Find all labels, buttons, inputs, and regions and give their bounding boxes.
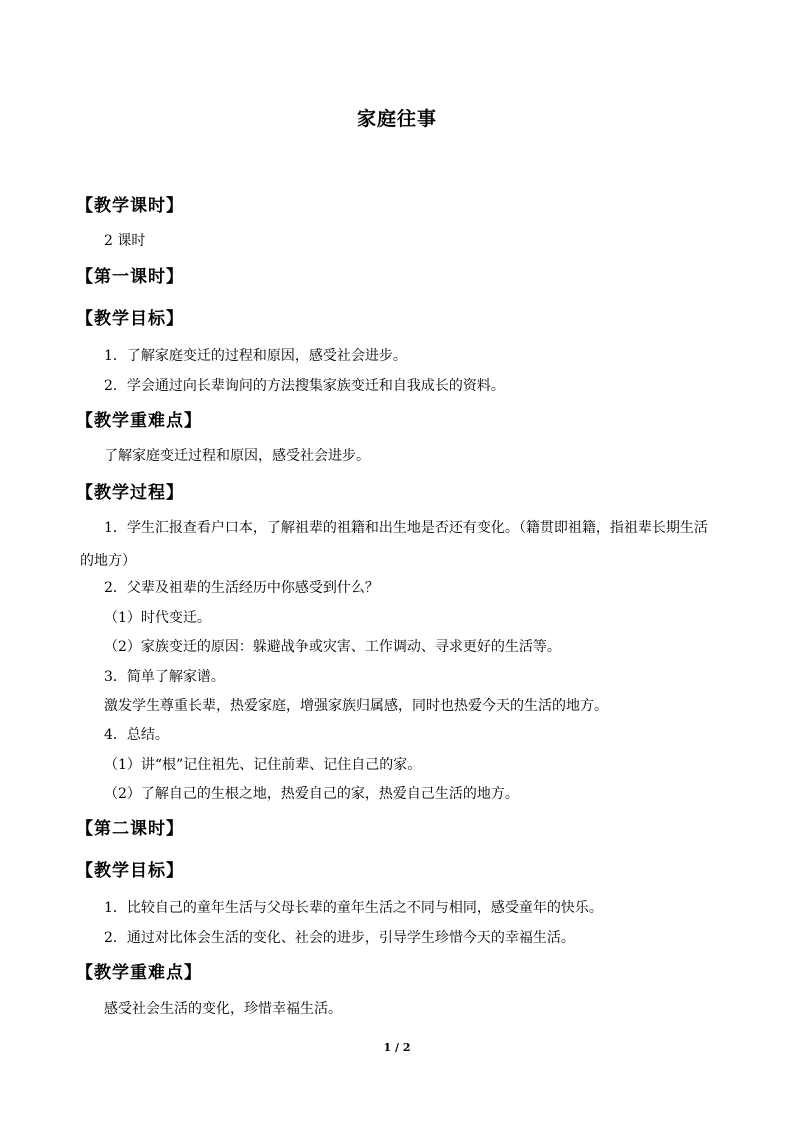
lesson1-process-item: 4．总结。 [104, 727, 169, 743]
lesson2-key-points-text: 感受社会生活的变化，珍惜幸福生活。 [104, 1001, 342, 1017]
lesson1-process-item: 1．学生汇报查看户口本，了解祖辈的祖籍和出生地是否还有变化。（籍贯即祖籍，指祖辈长期生活的地方） [80, 520, 708, 569]
lesson2-goal-item: 1．比较自己的童年生活与父母长辈的童年生活之不同与相同，感受童年的快乐。 [104, 900, 603, 916]
lesson1-goal-item: 2．学会通过向长辈询问的方法搜集家族变迁和自我成长的资料。 [104, 378, 505, 394]
heading-lesson1-goals: 【教学目标】 [76, 309, 184, 329]
lesson1-process-subitem: （1）时代变迁。 [104, 610, 211, 626]
heading-lesson-2: 【第二课时】 [76, 819, 184, 839]
lesson1-process-item: 2．父辈及祖辈的生活经历中你感受到什么？ [104, 580, 379, 596]
heading-lesson1-process: 【教学过程】 [76, 483, 184, 503]
lesson1-key-points-text: 了解家庭变迁过程和原因，感受社会进步。 [104, 448, 370, 464]
lesson1-process-subitem: （2）家族变迁的原因：躲避战争或灾害、工作调动、寻求更好的生活等。 [104, 639, 561, 655]
teaching-hours-value: 2 课时 [104, 233, 146, 249]
heading-lesson-1: 【第一课时】 [76, 267, 184, 287]
lesson1-process-subitem: （1）讲“根”记住祖先、记住前辈、记住自己的家。 [104, 757, 422, 773]
heading-lesson2-goals: 【教学目标】 [76, 861, 184, 881]
lesson1-process-subitem: （2）了解自己的生根之地，热爱自己的家，热爱自己生活的地方。 [104, 786, 519, 802]
heading-lesson2-key-points: 【教学重难点】 [76, 963, 202, 983]
lesson1-process-item: 激发学生尊重长辈，热爱家庭，增强家族归属感，同时也热爱今天的生活的地方。 [104, 698, 608, 714]
heading-lesson1-key-points: 【教学重难点】 [76, 411, 202, 431]
document-title: 家庭往事 [356, 108, 437, 130]
lesson2-goal-item: 2．通过对比体会生活的变化、社会的进步，引导学生珍惜今天的幸福生活。 [104, 930, 575, 946]
page-number: 1 / 2 [383, 1041, 411, 1054]
lesson1-process-item: 3．简单了解家谱。 [104, 669, 225, 685]
heading-teaching-hours: 【教学课时】 [76, 196, 184, 216]
lesson1-goal-item: 1．了解家庭变迁的过程和原因，感受社会进步。 [104, 348, 407, 364]
